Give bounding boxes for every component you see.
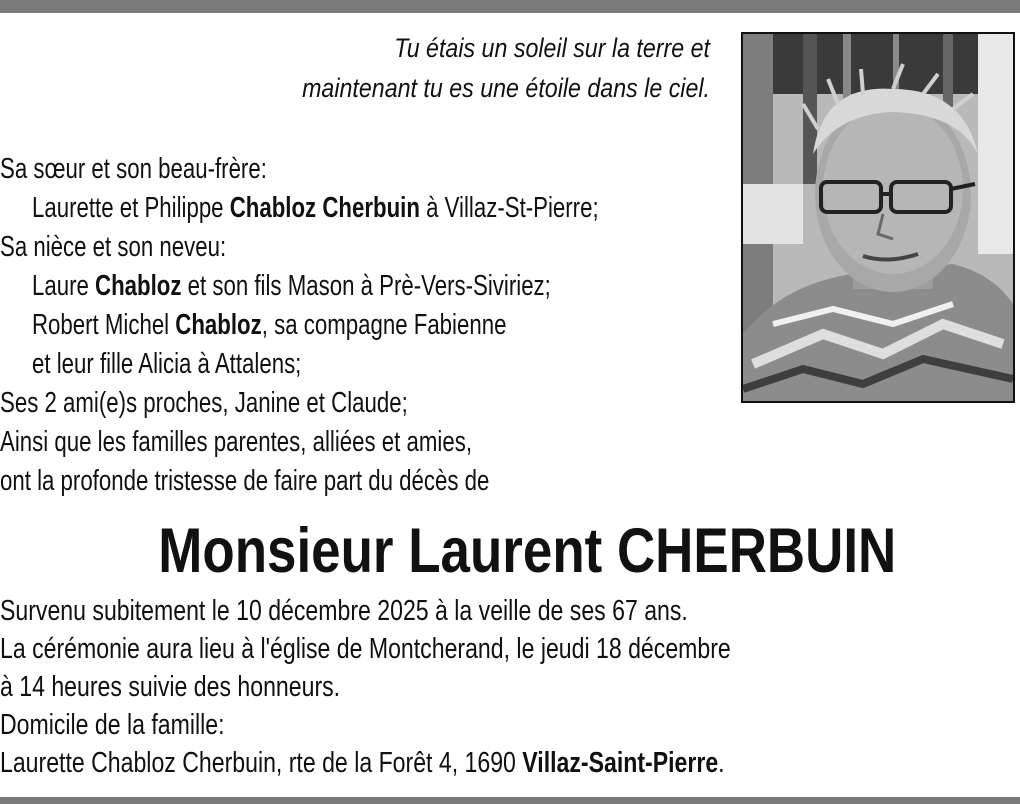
niece-intro: Sa nièce et son neveu: — [0, 231, 227, 263]
relatives-line: Ainsi que les familles parentes, alliées et amies, — [0, 426, 472, 458]
nephew-surname: Chabloz — [175, 309, 262, 341]
address-end: . — [718, 747, 725, 779]
verse-line-2: maintenant tu es une étoile dans le ciel. — [302, 73, 710, 103]
ceremony-details — [0, 592, 891, 782]
domicile-heading: Domicile de la famille: — [0, 709, 225, 741]
deceased-name-text: Monsieur Laurent CHERBUIN — [158, 516, 897, 586]
top-rule — [0, 0, 1020, 13]
sister-surname: Chabloz Cherbuin — [229, 192, 420, 224]
sister-intro: Sa sœur et son beau-frère: — [0, 153, 267, 185]
nephew-rest: , sa compagne Fabienne — [261, 309, 507, 341]
sister-line — [0, 189, 624, 228]
niece-line — [0, 267, 624, 306]
bottom-rule — [0, 797, 1020, 804]
ceremony-time-line: à 14 heures suivie des honneurs. — [0, 671, 341, 703]
nephew-line — [0, 306, 624, 345]
verse-line-1: Tu étais un soleil sur la terre et — [394, 33, 710, 63]
address-text: Laurette Chabloz Cherbuin, rte de la Forêt 4, 1690 — [0, 747, 523, 779]
deceased-name — [0, 512, 1020, 590]
address-town: Villaz-Saint-Pierre — [522, 747, 719, 779]
nephew-first: Robert Michel — [31, 309, 176, 341]
portrait-photo — [741, 32, 1015, 403]
verse — [203, 28, 710, 108]
family-list — [0, 150, 624, 501]
niece-rest: et son fils Mason à Prè-Vers-Siviriez; — [181, 270, 551, 302]
portrait-image — [743, 34, 1013, 401]
niece-first: Laure — [31, 270, 96, 302]
nephew-line-2: et leur fille Alicia à Attalens; — [31, 348, 302, 380]
niece-surname: Chabloz — [95, 270, 182, 302]
sister-place: à Villaz-St-Pierre; — [419, 192, 599, 224]
sister-names: Laurette et Philippe — [31, 192, 230, 224]
ceremony-line: La cérémonie aura lieu à l'église de Montcherand, le jeudi 18 décembre — [0, 633, 731, 665]
death-line: Survenu subitement le 10 décembre 2025 à la veille de ses 67 ans. — [0, 595, 688, 627]
announce-line: ont la profonde tristesse de faire part du décès de — [0, 465, 490, 497]
address-line — [0, 744, 891, 782]
friends-line: Ses 2 ami(e)s proches, Janine et Claude; — [0, 387, 408, 419]
